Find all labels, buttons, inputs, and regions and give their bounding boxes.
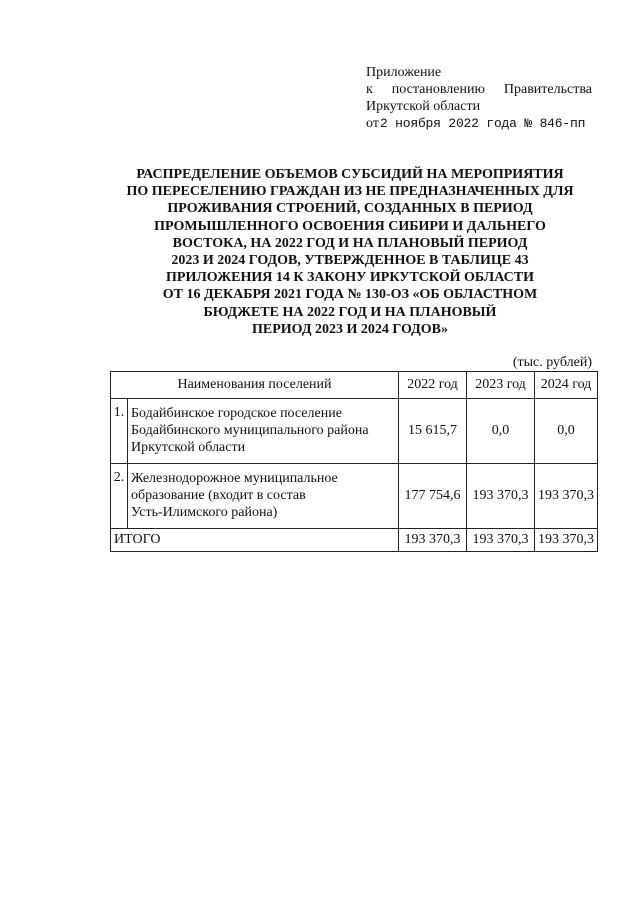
table-row [111,464,598,529]
title-line: БЮДЖЕТЕ НА 2022 ГОД И НА ПЛАНОВЫЙ [203,304,497,320]
value-2023: 0,0 [467,399,535,464]
header-2022: 2022 год [399,372,467,399]
value-2023: 193 370,3 [467,464,535,529]
subsidy-table [110,371,598,552]
value-2024: 193 370,3 [535,464,598,529]
title-line: РАСПРЕДЕЛЕНИЕ ОБЪЕМОВ СУБСИДИЙ НА МЕРОПРИЯТИЯ [136,167,564,182]
unit-label: (тыс. рублей) [512,355,592,370]
header-settlement-names: Наименования поселений [111,372,399,399]
settlement-name [128,399,399,464]
title-line: ПО ПЕРЕСЕЛЕНИЮ ГРАЖДАН ИЗ НЕ ПРЕДНАЗНАЧЕННЫХ ДЛЯ [126,184,574,200]
header-2024: 2024 год [535,372,598,399]
appendix-resolution-line [366,81,592,98]
settlement-name-line: образование (входит в состав [131,488,306,503]
total-row [111,529,598,552]
title-line: ОТ 16 ДЕКАБРЯ 2021 ГОДА № 130-ОЗ «ОБ ОБЛАСТНОМ [162,287,538,303]
total-2023: 193 370,3 [467,529,535,552]
settlement-name-line: Бодайбинское городское поселение [131,406,342,421]
table-row [111,399,598,464]
row-number: 2. [111,464,128,529]
total-2022: 193 370,3 [399,529,467,552]
title-line: ПРОЖИВАНИЯ СТРОЕНИЙ, СОЗДАННЫХ В ПЕРИОД [167,201,533,217]
appendix-to-word: к [366,82,373,97]
settlement-name-line: Усть-Илимского района) [131,505,278,520]
title-line: ПЕРИОД 2023 И 2024 ГОДОВ» [252,321,448,337]
appendix-date-line [366,115,592,132]
date-stamp: 2 ноября 2022 года № 846-пп [379,116,586,131]
value-2022: 177 754,6 [399,464,467,529]
value-2024: 0,0 [535,399,598,464]
total-2024: 193 370,3 [535,529,598,552]
title-line: ПРИЛОЖЕНИЯ 14 К ЗАКОНУ ИРКУТСКОЙ ОБЛАСТИ [166,270,534,286]
header-2023: 2023 год [467,372,535,399]
settlement-name-line: Иркутской области [131,440,246,455]
row-number: 1. [111,399,128,464]
appendix-from-label: от [366,116,379,131]
value-2022: 15 615,7 [399,399,467,464]
appendix-resolution-word: постановлению [391,82,485,97]
title-line: 2023 И 2024 ГОДОВ, УТВЕРЖДЕННОЕ В ТАБЛИЦЕ 43 [171,253,529,269]
appendix-government-word: Правительства [503,82,592,97]
table-header-row [111,372,598,399]
title-line: ВОСТОКА, НА 2022 ГОД И НА ПЛАНОВЫЙ ПЕРИОД [172,235,528,251]
settlement-name-line: Бодайбинского муниципального района [131,423,369,438]
settlement-name-line: Железнодорожное муниципальное [131,471,338,486]
document-title [100,166,600,338]
settlement-name [128,464,399,529]
appendix-block [366,64,592,132]
appendix-label: Приложение [366,65,442,80]
appendix-region: Иркутской области [366,99,481,114]
total-label: ИТОГО [111,529,399,552]
title-line: ПРОМЫШЛЕННОГО ОСВОЕНИЯ СИБИРИ И ДАЛЬНЕГО [154,218,546,234]
